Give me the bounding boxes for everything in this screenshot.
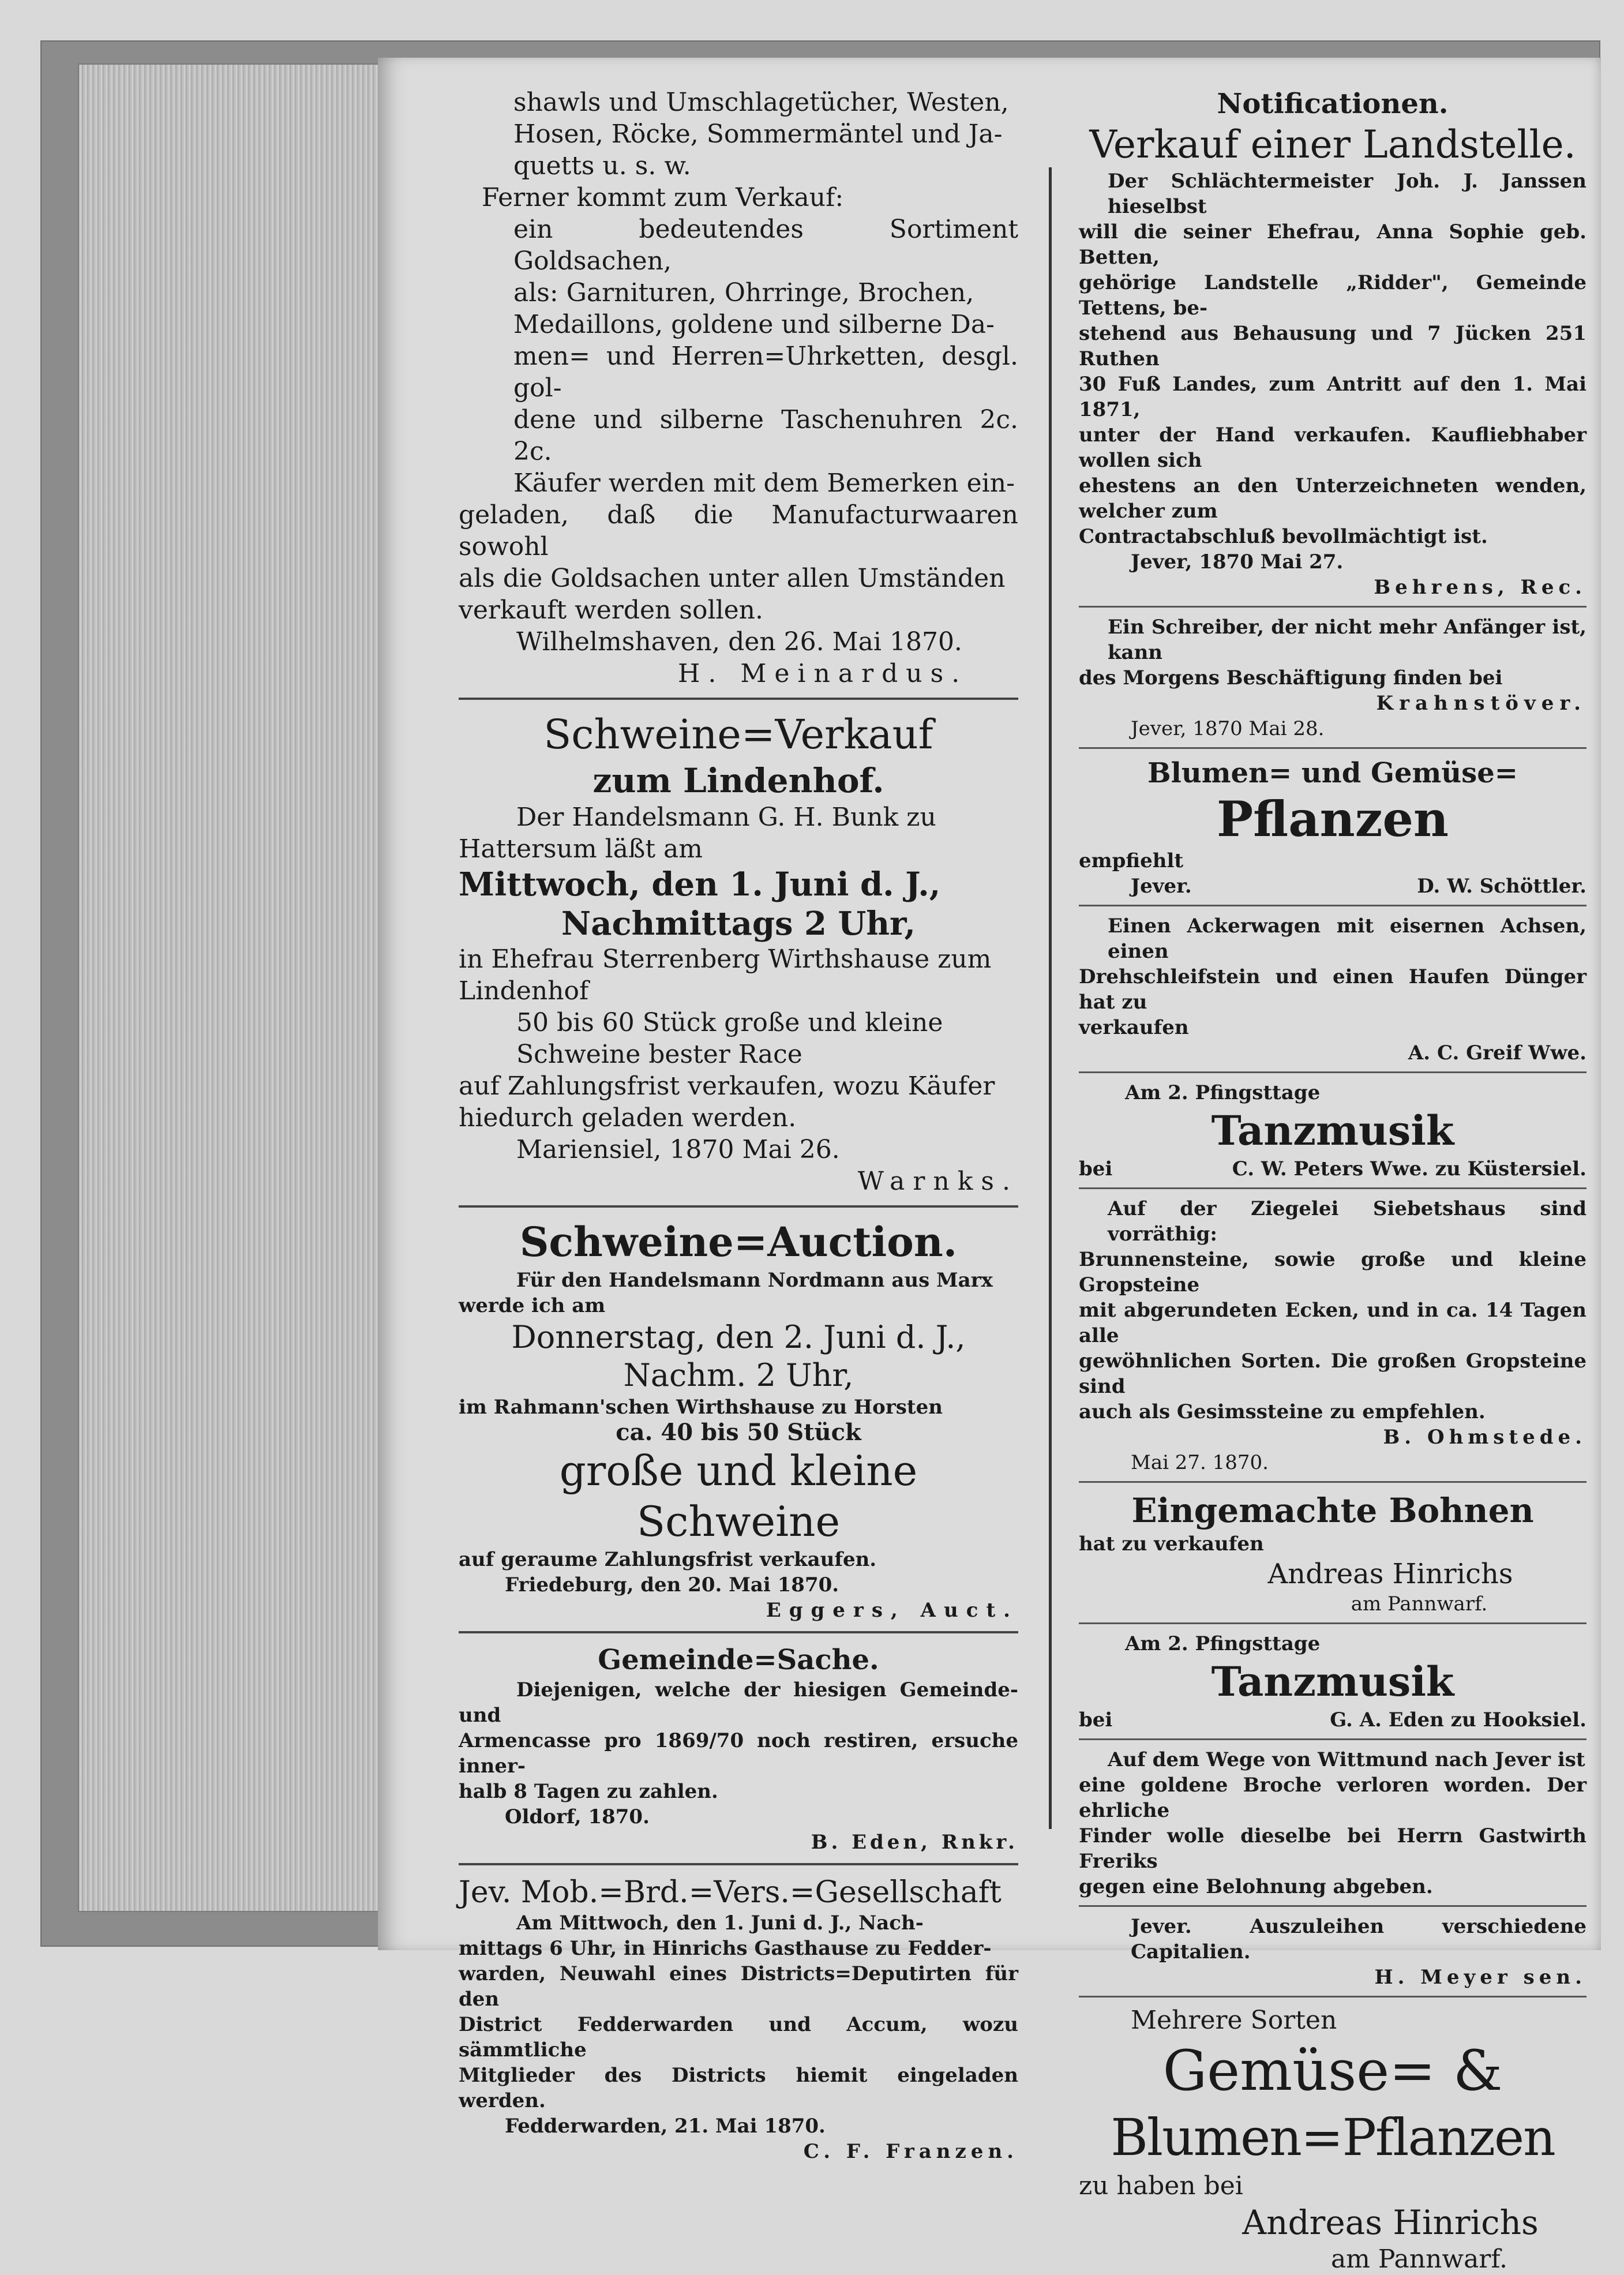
ad-date-line: Donnerstag, den 2. Juni d. J., (511, 1319, 966, 1355)
ad-signature: C. F. Franzen. (803, 2140, 1018, 2163)
ad-line: Jever. Auszuleihen verschiedene Capitalien. (1131, 1915, 1587, 1963)
ad-line: des Morgens Beschäftigung finden bei (1079, 666, 1503, 689)
ad-place: am Pannwarf. (1330, 2244, 1508, 2274)
community-ad (459, 1643, 1018, 1855)
ad-date: Wilhelmshaven, den 26. Mai 1870. (516, 627, 962, 657)
pig-auction-ad (459, 1217, 1018, 1623)
brooch-ad (1079, 1747, 1587, 1899)
ad-line: Finder wolle dieselbe bei Herrn Gastwirth Freriks (1079, 1824, 1587, 1873)
ad-line: ehestens an den Unterzeichneten wenden, welcher zum (1079, 474, 1587, 523)
separator (1079, 1071, 1587, 1073)
page-edges (78, 63, 380, 1912)
ad-line: verkaufen (1079, 1016, 1189, 1039)
separator (1079, 905, 1587, 906)
ad-line: men= und Herren=Uhrketten, desgl. gol- (513, 342, 1018, 403)
ad-line: Diejenigen, welche der hiesigen Gemeinde- und (459, 1678, 1018, 1727)
ad-headline: Gemüse= & (1162, 2038, 1503, 2103)
ad-date: Mariensiel, 1870 Mai 26. (516, 1135, 840, 1164)
ad-line: halb 8 Tagen zu zahlen. (459, 1780, 718, 1803)
ad-date: Friedeburg, den 20. Mai 1870. (505, 1573, 839, 1596)
ad-line: mit abgerundeten Ecken, und in ca. 14 Tagen alle (1079, 1299, 1587, 1347)
ad-line: unter der Hand verkaufen. Kaufliebhaber wollen sich (1079, 423, 1587, 472)
separator (1079, 1481, 1587, 1483)
ad-line: Auf der Ziegelei Siebetshaus sind vorräthig: (1108, 1197, 1587, 1246)
plants-ad-2 (1079, 2004, 1587, 2275)
signature-row (1079, 874, 1587, 899)
ad-line: auf Zahlungsfrist verkaufen, wozu Käufer (459, 1071, 995, 1101)
ad-signature: Behrens, Rec. (1374, 576, 1587, 599)
section-title: Notificationen. (1217, 88, 1449, 120)
ad-line: shawls und Umschlagetücher, Westen, (513, 88, 1009, 117)
ad-line: hiedurch geladen werden. (459, 1103, 797, 1133)
ad-line: Lindenhof (459, 976, 589, 1006)
ad-line: als die Goldsachen unter allen Umständen (459, 564, 1006, 593)
ad-host: C. W. Peters Wwe. zu Küstersiel. (1232, 1157, 1587, 1180)
ad-line: Einen Ackerwagen mit eisernen Achsen, einen (1108, 915, 1587, 963)
left-column (459, 87, 1018, 2164)
ad-date: Fedderwarden, 21. Mai 1870. (505, 2115, 826, 2138)
ad-line: geladen, daß die Manufacturwaaren sowohl (459, 500, 1018, 561)
separator (1079, 1996, 1587, 1997)
ad-line: eine goldene Broche verloren worden. Der ehrliche (1079, 1774, 1587, 1822)
ad-line: Für den Handelsmann Nordmann aus Marx (516, 1269, 993, 1292)
ad-line: auf geraume Zahlungsfrist verkaufen. (459, 1548, 877, 1571)
ad-title: Schweine=Verkauf (543, 711, 933, 758)
ad-line: Der Schlächtermeister Joh. J. Janssen hieselbst (1108, 170, 1587, 218)
dance-ad (1079, 1080, 1587, 1182)
separator (1079, 606, 1587, 608)
ad-title: Tanzmusik (1211, 1658, 1454, 1706)
ad-host: G. A. Eden zu Hooksiel. (1330, 1708, 1587, 1731)
ad-date: Jever, 1870 Mai 28. (1131, 717, 1325, 740)
plants-ad (1079, 756, 1587, 899)
ad-line: 50 bis 60 Stück große und kleine (516, 1008, 943, 1037)
ad-place: Jever. (1131, 875, 1192, 898)
ad-headline: Pflanzen (1217, 790, 1449, 848)
clothing-ad (459, 87, 1018, 689)
ad-date-line: Nachm. 2 Uhr, (623, 1357, 854, 1393)
ad-headline: große und kleine Schweine (559, 1446, 918, 1546)
separator (459, 698, 1018, 700)
ad-line: zu haben bei (1079, 2171, 1243, 2201)
ad-signature: B. Ohmstede. (1383, 1426, 1587, 1449)
ad-place: am Pannwarf. (1351, 1592, 1488, 1616)
clerk-ad (1079, 614, 1587, 741)
insurance-ad (459, 1875, 1018, 2164)
ad-line: dene und silberne Taschenuhren 2c. 2c. (513, 405, 1018, 466)
ad-line: Drehschleifstein und einen Haufen Dünger hat zu (1079, 965, 1587, 1014)
separator (459, 1863, 1018, 1865)
ad-date-line: Mittwoch, den 1. Juni d. J., (459, 865, 941, 904)
right-column (1079, 87, 1587, 2275)
ad-line: Brunnensteine, sowie große und kleine Gropsteine (1079, 1248, 1587, 1296)
ad-line: quetts u. s. w. (513, 151, 691, 181)
ad-line: District Fedderwarden und Accum, wozu sämmtliche (459, 2013, 1018, 2062)
host-row (1079, 1156, 1587, 1182)
ad-line: gegen eine Belohnung abgeben. (1079, 1875, 1433, 1898)
ad-bei: bei (1079, 1157, 1113, 1180)
ad-name: Andreas Hinrichs (1242, 2203, 1539, 2242)
wagon-ad (1079, 913, 1587, 1066)
beans-ad (1079, 1490, 1587, 1617)
capital-ad (1079, 1914, 1587, 1990)
ad-title: Verkauf einer Landstelle. (1089, 122, 1576, 167)
ad-line: warden, Neuwahl eines Districts=Deputirten für den (459, 1962, 1018, 2011)
ad-line: Mitglieder des Districts hiemit eingeladen werden. (459, 2064, 1018, 2112)
ad-signature: Eggers, Auct. (766, 1599, 1018, 1622)
ad-line: Medaillons, goldene und silberne Da- (513, 310, 995, 339)
ad-line: ca. 40 bis 50 Stück (616, 1419, 861, 1446)
ad-line: gewöhnlichen Sorten. Die großen Gropsteine sind (1079, 1350, 1587, 1398)
ad-line: in Ehefrau Sterrenberg Wirthshause zum (459, 945, 992, 974)
ad-line: Hattersum läßt am (459, 834, 703, 864)
ad-title: Tanzmusik (1211, 1107, 1454, 1155)
host-row (1079, 1707, 1587, 1733)
ad-line: empfiehlt (1079, 849, 1184, 872)
ad-date: Oldorf, 1870. (505, 1805, 650, 1828)
ad-title: Schweine=Auction. (519, 1218, 958, 1266)
dance-ad (1079, 1631, 1587, 1733)
ad-signature: A. C. Greif Wwe. (1408, 1041, 1587, 1065)
land-sale-ad (1079, 121, 1587, 600)
ad-line: Käufer werden mit dem Bemerken ein- (513, 469, 1015, 498)
ad-title: Jev. Mob.=Brd.=Vers.=Gesellschaft (459, 1875, 1002, 1910)
ad-bei: bei (1079, 1708, 1113, 1731)
ad-line: mittags 6 Uhr, in Hinrichs Gasthause zu Fedder- (459, 1937, 992, 1960)
ad-title: Blumen= und Gemüse= (1147, 757, 1518, 789)
ad-headline: Blumen=Pflanzen (1111, 2108, 1555, 2167)
separator (1079, 1187, 1587, 1189)
ad-signature: B. Eden, Rnkr. (811, 1831, 1018, 1854)
ad-subtitle: zum Lindenhof. (592, 761, 884, 800)
separator (1079, 1622, 1587, 1624)
separator (1079, 747, 1587, 749)
ad-line: stehend aus Behausung und 7 Jücken 251 Ruthen (1079, 322, 1587, 370)
ad-line: Auf dem Wege von Wittmund nach Jever ist (1108, 1748, 1585, 1771)
ad-line: ein bedeutendes Sortiment Goldsachen, (513, 215, 1018, 276)
ad-line: auch als Gesimssteine zu empfehlen. (1079, 1400, 1486, 1423)
ad-line: Ein Schreiber, der nicht mehr Anfänger ist, kann (1108, 616, 1587, 664)
ad-line: will die seiner Ehefrau, Anna Sophie geb. Betten, (1079, 220, 1587, 269)
ad-line: Mehrere Sorten (1131, 2006, 1337, 2035)
ad-line: Armencasse pro 1869/70 noch restiren, ersuche inner- (459, 1729, 1018, 1778)
ad-line: Schweine bester Race (516, 1040, 802, 1069)
ad-line: 30 Fuß Landes, zum Antritt auf den 1. Mai 1871, (1079, 373, 1587, 421)
pig-sale-ad (459, 709, 1018, 1197)
ad-title: Gemeinde=Sache. (598, 1644, 879, 1676)
separator (459, 1631, 1018, 1633)
ad-line: verkauft werden sollen. (459, 595, 763, 625)
ad-date-line: Nachmittags 2 Uhr, (561, 905, 916, 943)
ad-line: als: Garnituren, Ohrringe, Brochen, (513, 278, 974, 308)
column-divider (1049, 167, 1052, 1829)
ad-line: Ferner kommt zum Verkauf: (482, 183, 844, 212)
ad-signature: D. W. Schöttler. (1417, 875, 1587, 898)
ad-line: hat zu verkaufen (1079, 1532, 1264, 1556)
separator (1079, 1905, 1587, 1907)
separator (459, 1205, 1018, 1208)
ad-line: Am 2. Pfingsttage (1125, 1081, 1321, 1104)
ad-date: Jever, 1870 Mai 27. (1131, 550, 1344, 574)
ad-signature: H. Meyer sen. (1374, 1966, 1587, 1989)
ad-line: gehörige Landstelle „Ridder", Gemeinde Tettens, be- (1079, 271, 1587, 320)
ad-line: Hosen, Röcke, Sommermäntel und Ja- (513, 119, 1003, 149)
ad-line: im Rahmann'schen Wirthshause zu Horsten (459, 1396, 943, 1419)
ad-signature: Warnks. (857, 1167, 1018, 1196)
ad-line: Contractabschluß bevollmächtigt ist. (1079, 525, 1488, 548)
ad-line: werde ich am (459, 1294, 606, 1317)
ad-date: Mai 27. 1870. (1131, 1451, 1269, 1474)
ad-signature: H. Meinardus. (678, 659, 968, 688)
ad-line: Der Handelsmann G. H. Bunk zu (516, 803, 936, 832)
bricks-ad (1079, 1196, 1587, 1475)
ad-name: Andreas Hinrichs (1267, 1558, 1513, 1590)
ad-title: Eingemachte Bohnen (1131, 1491, 1534, 1530)
ad-signature: Krahnstöver. (1376, 692, 1587, 715)
ad-line: Am 2. Pfingsttage (1125, 1632, 1321, 1655)
separator (1079, 1738, 1587, 1740)
ad-line: Am Mittwoch, den 1. Juni d. J., Nach- (516, 1912, 924, 1935)
